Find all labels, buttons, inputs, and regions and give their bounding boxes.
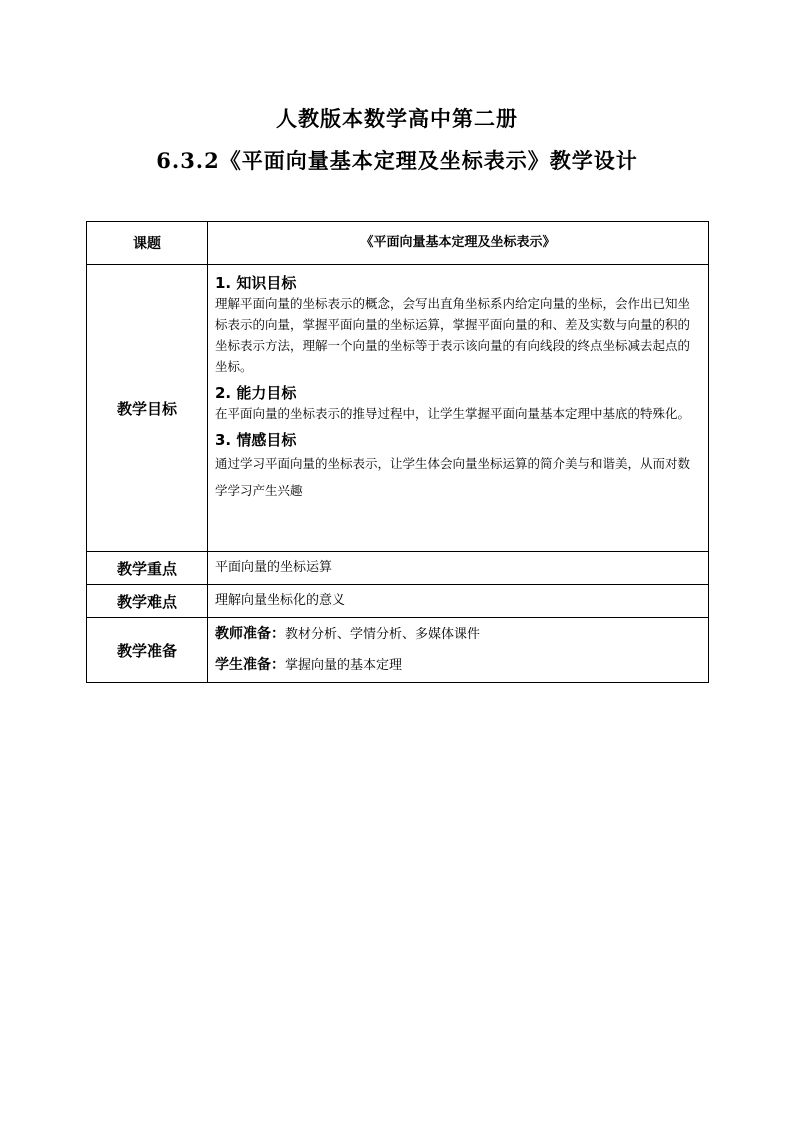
course-value: 《平面向量基本定理及坐标表示》 [208, 222, 709, 265]
key-label: 教学重点 [87, 552, 208, 585]
difficulty-label: 教学难点 [87, 585, 208, 618]
difficulty-value: 理解向量坐标化的意义 [208, 585, 709, 618]
student-prep-label: 学生准备： [215, 657, 285, 673]
lesson-plan-table [86, 221, 709, 683]
table-row [87, 585, 709, 618]
goal3-text: 通过学习平面向量的坐标表示，让学生体会向量坐标运算的简介美与和谐美，从而对数学学习产生兴趣 [215, 456, 691, 498]
goals-label: 教学目标 [87, 265, 208, 552]
goal3-title: 3. 情感目标 [215, 431, 297, 449]
table-row [87, 222, 709, 265]
key-value: 平面向量的坐标运算 [208, 552, 709, 585]
prep-label: 教学准备 [87, 618, 208, 683]
goals-content [208, 265, 709, 552]
teacher-prep-label: 教师准备： [215, 626, 285, 642]
goal2-title: 2. 能力目标 [215, 384, 297, 402]
teacher-prep [215, 619, 701, 650]
document-title: 人教版本数学高中第二册 [276, 106, 518, 131]
document-subtitle: 6.3.2《平面向量基本定理及坐标表示》教学设计 [156, 148, 638, 173]
table-row [87, 265, 709, 552]
table-row [87, 618, 709, 683]
student-prep-value: 掌握向量的基本定理 [285, 658, 403, 673]
goal1-title: 1. 知识目标 [215, 274, 297, 292]
student-prep [215, 650, 701, 681]
goal2-text: 在平面向量的坐标表示的推导过程中，让学生掌握平面向量基本定理中基底的特殊化。 [215, 406, 691, 421]
prep-content [208, 618, 709, 683]
course-label: 课题 [87, 222, 208, 265]
teacher-prep-value: 教材分析、学情分析、多媒体课件 [285, 627, 481, 642]
table-row [87, 552, 709, 585]
goal1-text: 理解平面向量的坐标表示的概念，会写出直角坐标系内给定向量的坐标，会作出已知坐标表示的向量，掌握平面向量的坐标运算，掌握平面向量的和、差及实数与向量的积的坐标表示方法，理解一个向量的坐标等于表示该向量的有向线段的终点坐标减去起点的坐标。 [215, 296, 691, 374]
